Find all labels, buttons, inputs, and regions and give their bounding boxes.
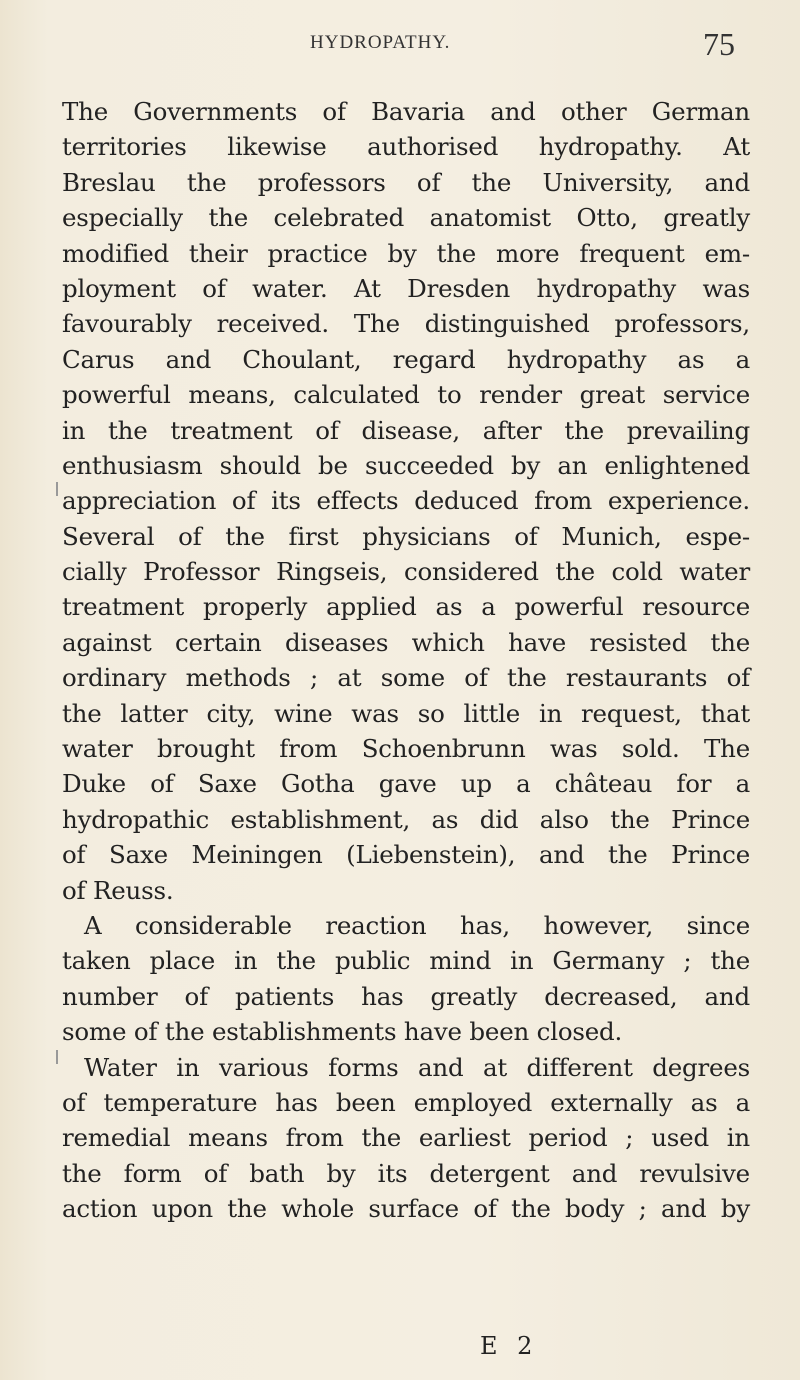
margin-rule-mark	[56, 482, 58, 496]
text-line: taken place in the public mind in Germany ; the	[62, 946, 750, 976]
text-line: treatment properly applied as a powerful resource	[62, 592, 750, 622]
text-line: the latter city, wine was so little in request, that	[62, 698, 750, 728]
text-line: action upon the whole surface of the body ; and by	[62, 1194, 750, 1224]
text-line: the form of bath by its detergent and revulsive	[62, 1158, 750, 1188]
text-line: of Saxe Meiningen (Liebenstein), and the Prince	[62, 840, 750, 870]
text-line: modified their practice by the more frequent em-	[62, 238, 750, 268]
text-line: appreciation of its effects deduced from experience.	[62, 486, 750, 516]
text-line: powerful means, calculated to render great service	[62, 380, 750, 410]
text-line: water brought from Schoenbrunn was sold. The	[62, 734, 750, 764]
running-title: HYDROPATHY.	[310, 32, 451, 53]
text-line: of Reuss.	[62, 875, 174, 905]
text-line: A considerable reaction has, however, since	[84, 910, 750, 940]
text-line: hydropathic establishment, as did also the Prince	[62, 804, 750, 834]
text-line: remedial means from the earliest period ; used in	[62, 1123, 750, 1153]
text-line: against certain diseases which have resisted the	[62, 627, 750, 657]
text-line: Several of the first physicians of Munich, espe-	[62, 521, 750, 551]
text-line: favourably received. The distinguished professors,	[62, 309, 750, 339]
text-line: ployment of water. At Dresden hydropathy was	[62, 273, 750, 303]
text-line: The Governments of Bavaria and other German	[62, 97, 750, 126]
body-text	[62, 94, 750, 1227]
text-line: number of patients has greatly decreased, and	[62, 981, 750, 1011]
margin-rule-mark	[56, 1050, 58, 1064]
text-line: Carus and Choulant, regard hydropathy as a	[62, 344, 750, 374]
page-number: 75	[703, 26, 735, 62]
text-line: cially Professor Ringseis, considered the cold water	[62, 557, 750, 587]
text-line: Breslau the professors of the University, and	[62, 167, 750, 197]
text-line: Duke of Saxe Gotha gave up a château for a	[62, 769, 750, 799]
text-line: enthusiasm should be succeeded by an enlightened	[62, 450, 750, 480]
text-line: in the treatment of disease, after the prevailing	[62, 415, 750, 445]
text-line: some of the establishments have been closed.	[62, 1017, 623, 1047]
text-line: ordinary methods ; at some of the restaurants of	[62, 663, 750, 693]
text-line: territories likewise authorised hydropathy. At	[62, 132, 750, 162]
text-line: Water in various forms and at different degrees	[84, 1052, 750, 1082]
text-line: of temperature has been employed externally as a	[62, 1087, 750, 1117]
signature-mark: E 2	[480, 1332, 539, 1360]
text-line: especially the celebrated anatomist Otto, greatly	[62, 203, 750, 233]
